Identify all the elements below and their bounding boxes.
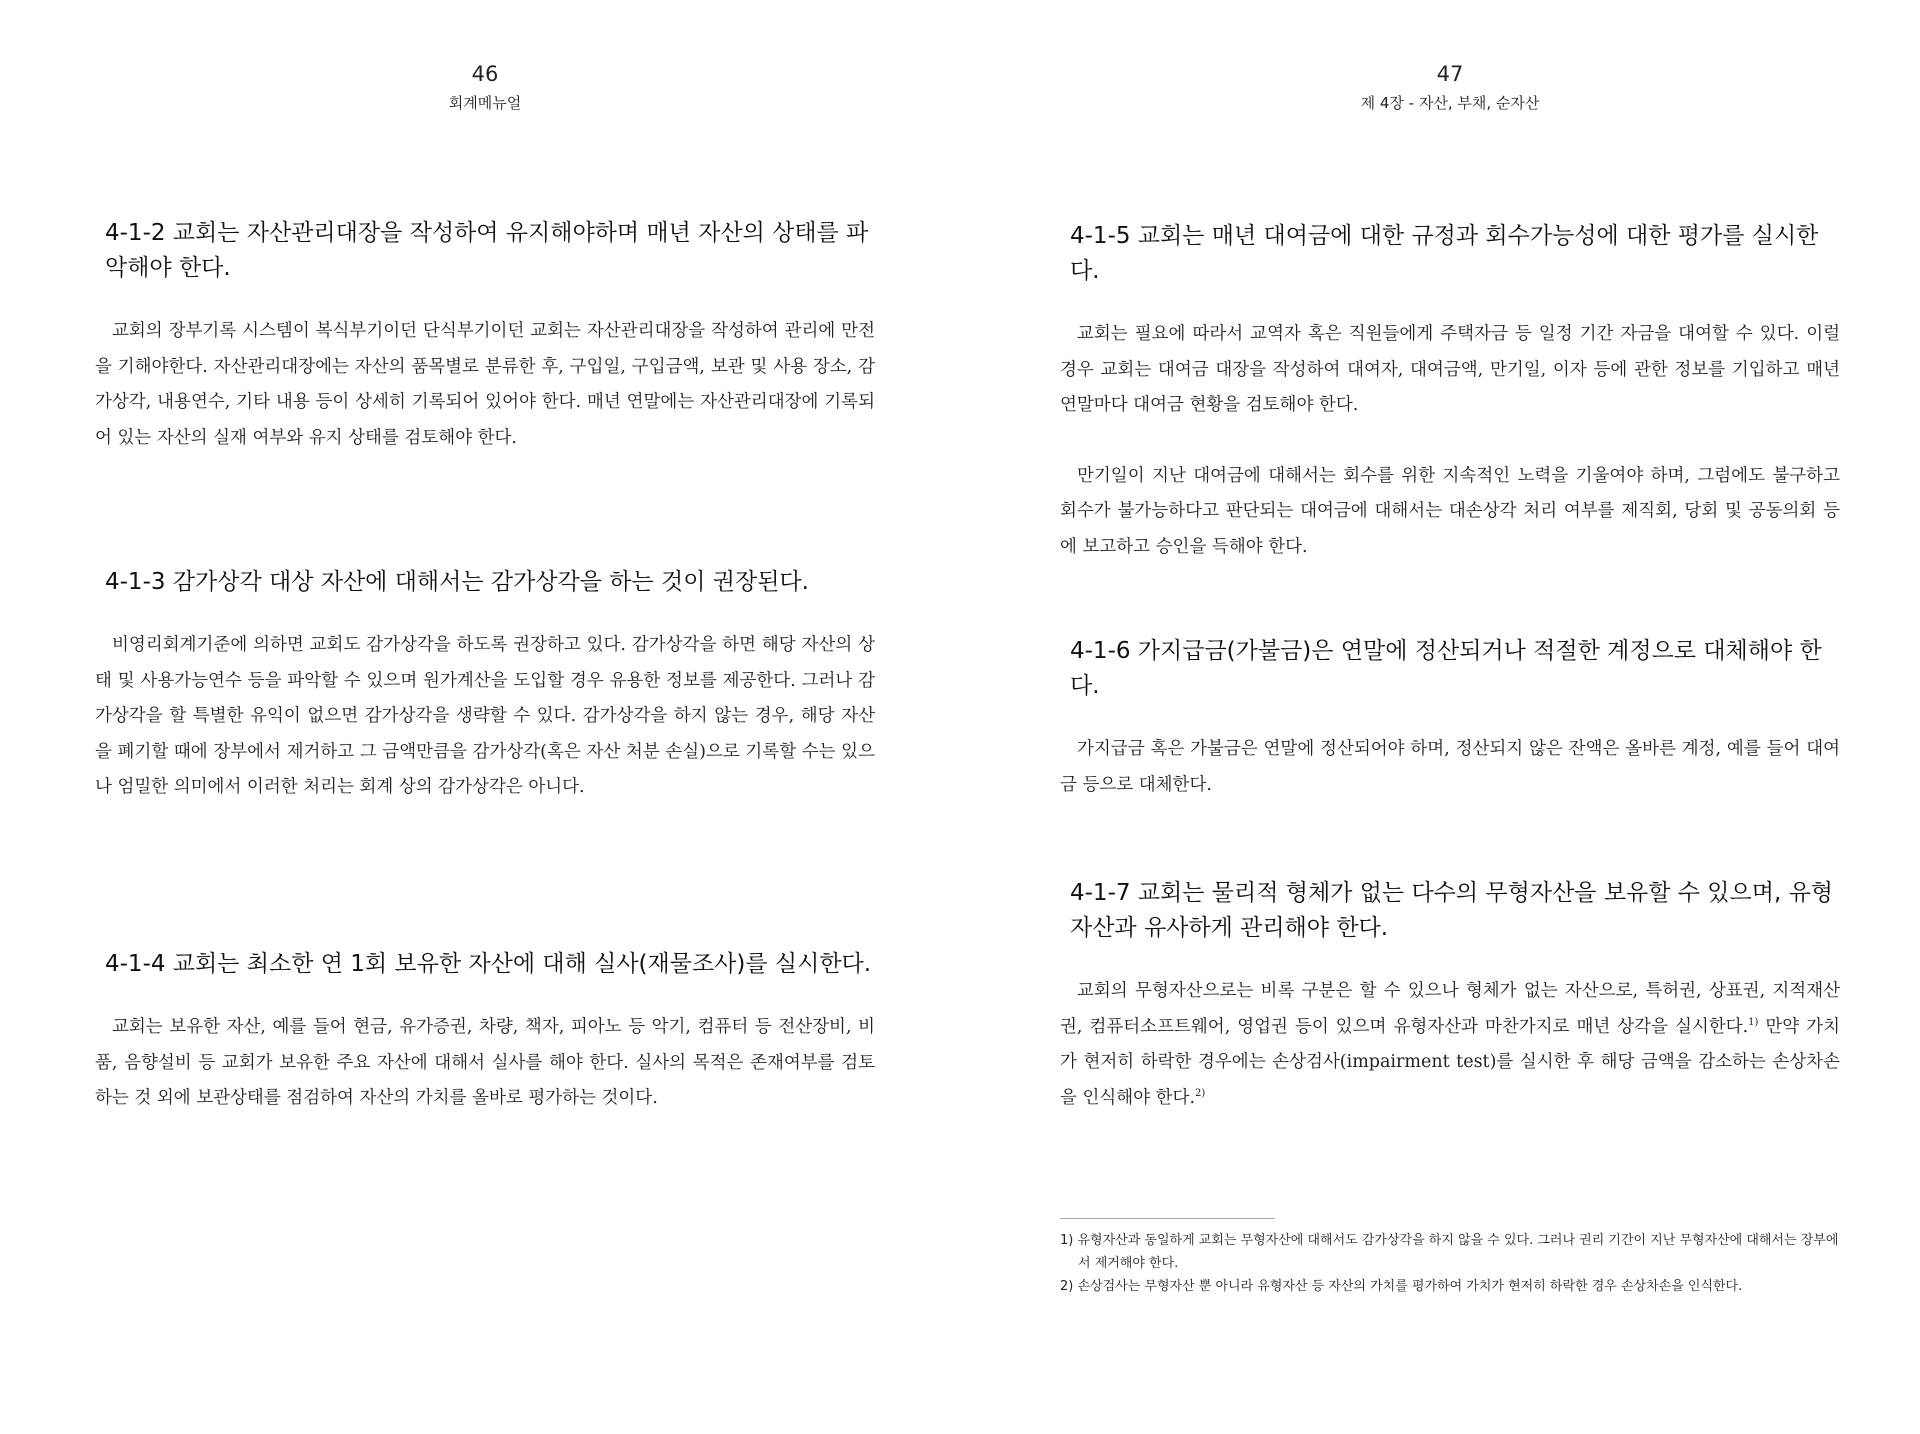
section-heading: 4-1-7 교회는 물리적 형체가 없는 다수의 무형자산을 보유할 수 있으며, 유형자산과 유사하게 관리해야 한다.: [1070, 880, 1834, 941]
section-paragraph: 비영리회계기준에 의하면 교회도 감가상각을 하도록 권장하고 있다. 감가상각을 하면 해당 자산의 상태 및 사용가능연수 등을 파악할 수 있으며 원가계산을 도입할 경우 유용한 정보를 제공한다. 그러나 감가상각을 할 특별한 유익이 없으면 감가상각을 생략할 수 있다. 감가상각을 하지 않는 경우, 해당 자산을 폐기할 때에 장부에서 제거하고 그 금액만큼을 감가상각(혹은 자산 처분 손실)으로 기록할 수는 있으나 엄밀한 의미에서 이러한 처리는 회계 상의 감가상각은 아니다.: [95, 635, 875, 797]
section-paragraph: 교회는 필요에 따라서 교역자 혹은 직원들에게 주택자금 등 일정 기간 자금을 대여할 수 있다. 이럴 경우 교회는 대여금 대장을 작성하여 대여자, 대여금액, 만기일, 이자 등에 관한 정보를 기입하고 매년 연말마다 대여금 현황을 검토해야 한다.: [1060, 324, 1840, 415]
section-4-1-2: [95, 216, 875, 456]
left-page: [95, 0, 875, 1434]
section-heading: 4-1-3 감가상각 대상 자산에 대해서는 감가상각을 하는 것이 권장된다.: [105, 569, 809, 595]
section-paragraph: 만기일이 지난 대여금에 대해서는 회수를 위한 지속적인 노력을 기울여야 하며, 그럼에도 불구하고 회수가 불가능하다고 판단되는 대여금에 대해서는 대손상각 처리 여부를 제직회, 당회 및 공동의회 등에 보고하고 승인을 득해야 한다.: [1060, 465, 1840, 557]
footnotes: [1060, 1218, 1840, 1298]
paragraph-text: 만약 가치가 현저히 하락한 경우에는 손상검사(impairment test)를 실시한 후 해당 금액을 감소하는 손상차손을 인식해야 한다.: [1060, 1016, 1840, 1108]
running-title: 제 4장 - 자산, 부채, 순자산: [1360, 94, 1540, 112]
section-paragraph: 교회는 보유한 자산, 예를 들어 현금, 유가증권, 차량, 책자, 피아노 등 악기, 컴퓨터 등 전산장비, 비품, 음향설비 등 교회가 보유한 주요 자산에 대해서 실사를 해야 한다. 실사의 목적은 존재여부를 검토하는 것 외에 보관상태를 점검하여 자산의 가치를 올바로 평가하는 것이다.: [95, 1017, 875, 1108]
paragraph-text: 교회의 무형자산으로는 비록 구분은 할 수 있으나 형체가 없는 자산으로, 특허권, 상표권, 지적재산권, 컴퓨터소프트웨어, 영업권 등이 있으며 유형자산과 마찬가지로 매년 상각을 실시한다.: [1060, 981, 1840, 1037]
running-title: 회계메뉴얼: [448, 94, 522, 112]
page-number: 46: [471, 62, 499, 86]
footnote-divider: [1060, 1218, 1275, 1219]
section-paragraph: 교회의 장부기록 시스템이 복식부기이던 단식부기이던 교회는 자산관리대장을 작성하여 관리에 만전을 기해야한다. 자산관리대장에는 자산의 품목별로 분류한 후, 구입일, 구입금액, 보관 및 사용 장소, 감가상각, 내용연수, 기타 내용 등이 상세히 기록되어 있어야 한다. 매년 연말에는 자산관리대장에 기록되어 있는 자산의 실재 여부와 유지 상태를 검토해야 한다.: [95, 321, 875, 448]
section-paragraph: 가지급금 혹은 가불금은 연말에 정산되어야 하며, 정산되지 않은 잔액은 올바른 계정, 예를 들어 대여금 등으로 대체한다.: [1060, 739, 1840, 795]
section-heading: 4-1-2 교회는 자산관리대장을 작성하여 유지해야하며 매년 자산의 상태를 파악해야 한다.: [105, 220, 869, 281]
section-4-1-7: [1060, 876, 1840, 1116]
right-page: [1060, 0, 1840, 1434]
page-number: 47: [1436, 62, 1464, 86]
section-4-1-6: [1060, 634, 1840, 803]
section-heading: 4-1-4 교회는 최소한 연 1회 보유한 자산에 대해 실사(재물조사)를 실시한다.: [105, 951, 872, 977]
section-4-1-5: [1060, 219, 1840, 565]
section-heading: 4-1-5 교회는 매년 대여금에 대한 규정과 회수가능성에 대한 평가를 실시한다.: [1070, 223, 1819, 284]
footnote: 2) 손상검사는 무형자산 뿐 아니라 유형자산 등 자산의 가치를 평가하여 가치가 현저히 하락한 경우 손상차손을 인식한다.: [1060, 1279, 1743, 1294]
right-running-head: [1060, 60, 1840, 114]
section-4-1-3: [95, 565, 875, 806]
section-4-1-4: [95, 947, 875, 1117]
footnote: 1) 유형자산과 동일하게 교회는 무형자산에 대해서도 감가상각을 하지 않을 수 있다. 그러나 권리 기간이 지난 무형자산에 대해서는 장부에서 제거해야 한다.: [1060, 1233, 1839, 1271]
footnote-ref[interactable]: 2): [1195, 1087, 1206, 1099]
section-paragraph: [1060, 974, 1840, 1116]
left-running-head: [95, 60, 875, 114]
footnote-ref[interactable]: 1): [1748, 1016, 1759, 1028]
section-heading: 4-1-6 가지급금(가불금)은 연말에 정산되거나 적절한 계정으로 대체해야 한다.: [1070, 638, 1822, 699]
